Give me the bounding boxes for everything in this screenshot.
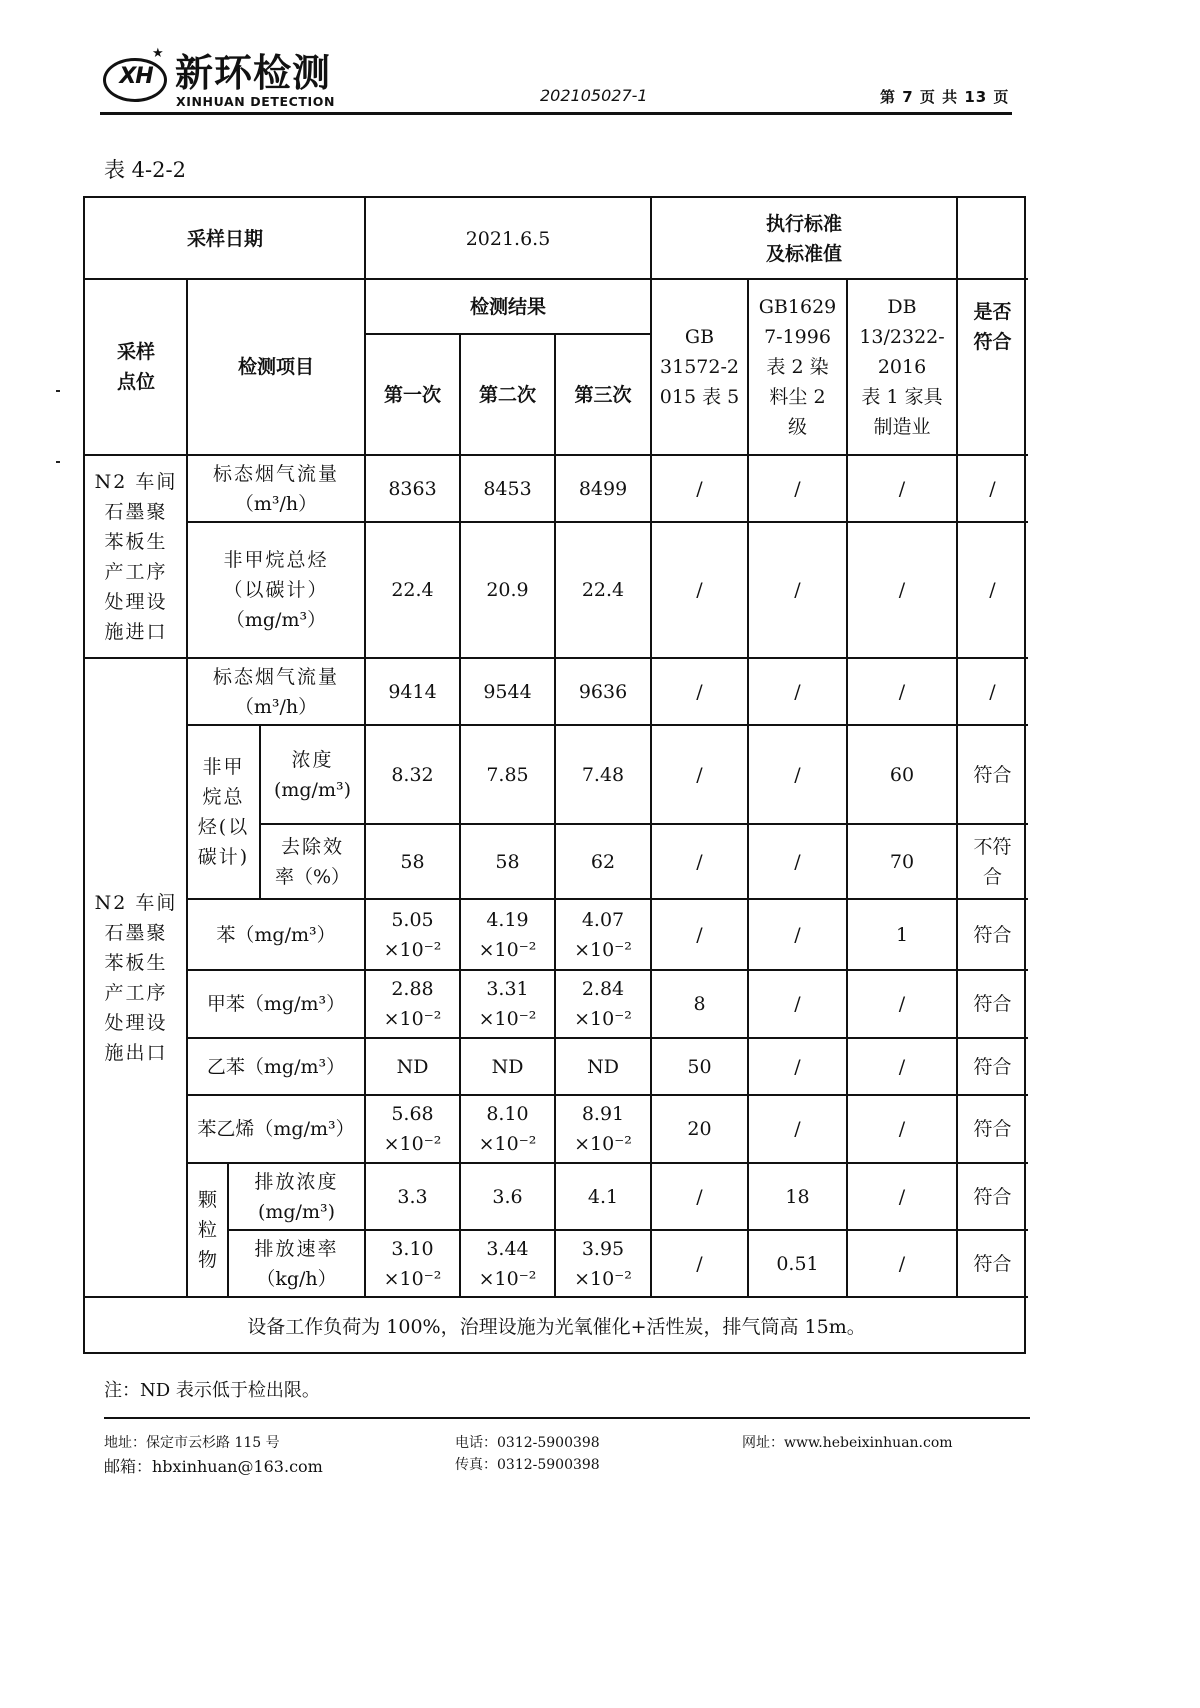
table-hline	[260, 823, 1028, 825]
exponent: ×10⁻²	[383, 1267, 442, 1290]
standard-value: 20	[687, 1118, 712, 1140]
footer-fax: 传真：0312-5900398	[455, 1457, 600, 1473]
result-value: 58	[400, 850, 425, 873]
result-value: 4.07 ×10⁻²	[574, 908, 632, 961]
compliance-value: 符合	[973, 923, 1012, 946]
exponent: ×10⁻²	[383, 938, 442, 961]
table-vline	[227, 1163, 229, 1297]
table-hline	[187, 521, 1028, 523]
result-value: ND	[396, 1055, 429, 1078]
exponent: ×10⁻²	[478, 1267, 537, 1290]
standard-value: 18	[785, 1185, 810, 1208]
footer-website: 网址：www.hebeixinhuan.com	[742, 1435, 953, 1451]
compliance-value: /	[989, 579, 996, 601]
table-remark: 设备工作负荷为 100%，治理设施为光氧催化+活性炭，排气筒高 15m。	[247, 1315, 866, 1338]
unit: (mg/m³)	[257, 1200, 336, 1223]
outlet-nmhc-concentration: 浓度 (mg/m³)	[273, 748, 352, 801]
standard-value: /	[794, 993, 801, 1015]
compliance-value: 符合	[973, 1055, 1012, 1078]
result-value: 3.3	[397, 1185, 428, 1208]
table-hline	[187, 1094, 1028, 1096]
result-value: 3.95 ×10⁻²	[574, 1237, 632, 1290]
standard-value: 50	[687, 1055, 712, 1078]
outlet-flow-item: 标态烟气流量 （m³/h）	[212, 665, 339, 718]
table-hline	[85, 454, 957, 456]
unit: （mg/m³）	[225, 609, 327, 631]
result-value: 20.9	[486, 579, 529, 601]
standard-value: /	[696, 850, 703, 873]
standard-header: 执行标准 及标准值	[765, 212, 842, 265]
unit: (mg/m³)	[273, 778, 352, 801]
outlet-nmhc-group: 非甲 烷总 烃(以 碳计)	[197, 756, 250, 868]
result-value: 22.4	[391, 579, 434, 601]
table-vline	[364, 198, 366, 1297]
standard-value: /	[696, 579, 703, 601]
standard-value: /	[794, 923, 801, 946]
standard-value: /	[898, 579, 906, 601]
table-hline	[85, 657, 187, 659]
run-2-header: 第二次	[478, 383, 536, 406]
standard-value: /	[794, 477, 801, 500]
compliance-value: 符合	[973, 993, 1012, 1015]
unit: （kg/h）	[256, 1267, 337, 1290]
standard-value: /	[794, 1055, 801, 1078]
standard-value: /	[696, 923, 703, 946]
table-hline	[187, 1162, 1028, 1164]
result-value: 3.6	[492, 1185, 523, 1208]
standard-value: /	[696, 763, 703, 786]
compliance-value: 符合	[973, 1252, 1012, 1275]
table-vline	[650, 198, 652, 1297]
table-hline	[228, 1229, 1028, 1231]
run-1-header: 第一次	[383, 383, 441, 406]
exponent: ×10⁻²	[478, 1008, 537, 1030]
document-number: 202105027-1	[540, 86, 648, 105]
logo-star-icon: ★	[152, 46, 164, 61]
standard-value: /	[794, 850, 801, 873]
results-header: 检测结果	[469, 295, 546, 318]
outlet-styrene-item: 苯乙烯（mg/m³）	[197, 1118, 355, 1140]
sampling-date-value: 2021.6.5	[465, 227, 551, 250]
note: 注：ND 表示低于检出限。	[104, 1380, 320, 1401]
standard-value: /	[696, 1185, 703, 1208]
result-value: 8.91 ×10⁻²	[574, 1103, 632, 1155]
result-value: 4.19 ×10⁻²	[478, 908, 537, 961]
inlet-nmhc-item: 非甲烷总烃 （以碳计） （mg/m³）	[223, 549, 329, 631]
result-value: 7.48	[581, 763, 625, 786]
standard-value: /	[794, 579, 801, 601]
sampling-point-header: 采样 点位	[116, 341, 155, 393]
compliance-value: /	[989, 477, 996, 500]
outlet-nmhc-removal: 去除效 率（%）	[274, 835, 351, 888]
result-value: 8363	[388, 477, 437, 500]
result-value: 9636	[578, 680, 628, 703]
result-value: 2.84 ×10⁻²	[574, 978, 632, 1030]
exponent: ×10⁻²	[478, 938, 537, 961]
table-hline	[365, 333, 651, 335]
standard-value: 8	[693, 993, 706, 1015]
result-value: 8.32	[391, 763, 434, 786]
result-value: 9414	[388, 680, 437, 703]
result-value: 3.10 ×10⁻²	[383, 1237, 442, 1290]
table-hline	[85, 278, 1028, 280]
data-table	[83, 196, 1026, 1354]
outlet-pm-rate: 排放速率 （kg/h）	[254, 1237, 339, 1290]
table-hline	[187, 969, 1028, 971]
standard-value: 0.51	[776, 1252, 819, 1275]
standard-value: /	[898, 993, 906, 1015]
standard-value: /	[696, 477, 703, 500]
outlet-pm-concentration: 排放浓度 (mg/m³)	[254, 1170, 339, 1223]
exponent: ×10⁻²	[574, 938, 632, 961]
table-vline	[259, 725, 261, 899]
result-value: 3.31 ×10⁻²	[478, 978, 537, 1030]
outlet-pm-group: 颗 粒 物	[197, 1189, 217, 1271]
exponent: ×10⁻²	[574, 1267, 632, 1290]
result-value: 5.68 ×10⁻²	[383, 1103, 442, 1155]
standard-value: /	[898, 1185, 906, 1208]
standard-gb31572: GB 31572-2 015 表 5	[659, 326, 740, 408]
table-hline	[187, 657, 1028, 659]
exponent: ×10⁻²	[383, 1133, 442, 1155]
standard-value: /	[794, 763, 801, 786]
standard-value: /	[898, 477, 906, 500]
inlet-sampling-point: N2 车间 石墨聚 苯板生 产工序 处理设 施进口	[94, 470, 178, 643]
table-hline	[187, 724, 1028, 726]
standard-value: 70	[889, 850, 915, 873]
standard-gb16297: GB1629 7-1996 表 2 染 料尘 2 级	[758, 296, 837, 438]
standard-value: /	[794, 1118, 801, 1140]
logo-chinese: 新环检测	[175, 51, 332, 95]
outlet-benzene-item: 苯（mg/m³）	[216, 923, 336, 946]
standard-value: /	[898, 680, 906, 703]
result-value: 2.88 ×10⁻²	[383, 978, 442, 1030]
outlet-ethylbenzene-item: 乙苯（mg/m³）	[206, 1055, 346, 1078]
standard-value: /	[898, 1055, 906, 1078]
sampling-date-label: 采样日期	[186, 227, 263, 250]
table-hline	[187, 1037, 1028, 1039]
standard-value: /	[696, 1252, 703, 1275]
result-value: 5.05 ×10⁻²	[383, 908, 442, 961]
table-vline	[186, 279, 188, 1297]
result-value: 9544	[483, 680, 532, 703]
inlet-flow-item: 标态烟气流量 （m³/h）	[212, 462, 339, 515]
result-value: ND	[587, 1055, 619, 1078]
exponent: ×10⁻²	[383, 1008, 442, 1030]
result-value: 3.44 ×10⁻²	[478, 1237, 537, 1290]
compliance-value: 符合	[973, 763, 1012, 786]
table-vline	[846, 279, 848, 1297]
table-title: 表 4-2-2	[104, 158, 186, 182]
compliance-value: 符合	[973, 1118, 1012, 1140]
result-value: 22.4	[581, 579, 625, 601]
standard-value: /	[794, 680, 801, 703]
footer-email: 邮箱：hbxinhuan@163.com	[104, 1457, 323, 1476]
result-value: 8499	[578, 477, 628, 500]
table-vline	[747, 279, 749, 1297]
outlet-sampling-point: N2 车间 石墨聚 苯板生 产工序 处理设 施出口	[94, 891, 178, 1064]
result-value: 4.1	[587, 1185, 619, 1208]
standard-db13-2322: DB 13/2322- 2016 表 1 家具 制造业	[859, 296, 945, 438]
exponent: ×10⁻²	[574, 1008, 632, 1030]
standard-value: 1	[895, 923, 909, 946]
compliance-value: 不符 合	[973, 835, 1012, 888]
unit: 率（%）	[274, 865, 351, 888]
compliance-value: 符合	[973, 1185, 1012, 1208]
standard-value: /	[696, 680, 703, 703]
result-value: 8.10 ×10⁻²	[478, 1103, 537, 1155]
page-indicator: 第 7 页 共 13 页	[880, 88, 1010, 106]
table-vline	[554, 334, 556, 1297]
exponent: ×10⁻²	[478, 1133, 537, 1155]
result-value: 8453	[483, 477, 532, 500]
header-rule	[100, 112, 1012, 115]
standard-value: /	[898, 1118, 906, 1140]
scan-mark	[56, 461, 60, 463]
table-hline	[187, 898, 1028, 900]
footer-rule	[104, 1417, 1030, 1419]
logo-english: XINHUAN DETECTION	[176, 94, 336, 109]
unit: （m³/h）	[234, 695, 318, 718]
result-value: 58	[495, 850, 520, 873]
standard-value: /	[898, 1252, 906, 1275]
compliance-header: 是否 符合	[973, 300, 1012, 353]
scan-mark	[56, 390, 60, 392]
result-value: ND	[491, 1055, 524, 1078]
exponent: ×10⁻²	[574, 1133, 632, 1155]
table-hline	[957, 454, 1028, 456]
outlet-toluene-item: 甲苯（mg/m³）	[206, 993, 346, 1015]
table-vline	[956, 198, 958, 1297]
standard-value: 60	[889, 763, 915, 786]
logo-mark: XH	[119, 64, 153, 89]
footer-address: 地址：保定市云杉路 115 号	[104, 1435, 280, 1451]
test-item-header: 检测项目	[237, 356, 314, 378]
unit: （m³/h）	[234, 492, 318, 515]
table-vline	[459, 334, 461, 1297]
result-value: 62	[590, 850, 616, 873]
compliance-value: /	[989, 680, 996, 703]
footer-phone: 电话：0312-5900398	[455, 1435, 600, 1451]
result-value: 7.85	[486, 763, 529, 786]
run-3-header: 第三次	[574, 383, 632, 406]
